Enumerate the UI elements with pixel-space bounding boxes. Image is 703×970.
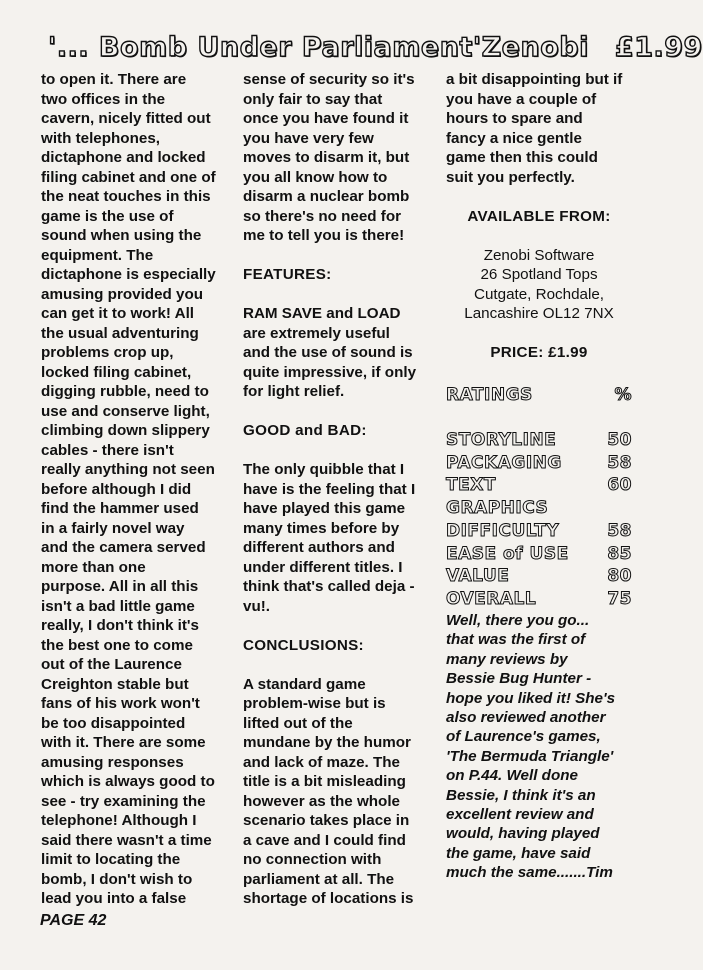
page-number: PAGE 42	[40, 912, 107, 929]
column-3-intro: a bit disappointing but if you have a couple of hours to spare and fancy a nice gentle game then this could suit you perfectly.	[446, 71, 623, 186]
page-header	[48, 30, 703, 64]
good-bad-heading: GOOD and BAD:	[243, 422, 367, 439]
rating-label: GRAPHICS	[446, 498, 549, 519]
rating-value: 75	[607, 588, 632, 609]
rating-row	[446, 520, 632, 543]
rating-row	[446, 475, 632, 498]
rating-value: 50	[607, 430, 632, 451]
header-price: £1.99	[614, 31, 703, 63]
features-heading: FEATURES:	[243, 266, 332, 283]
rating-row	[446, 543, 632, 566]
conclusions-text: A standard game problem-wise but is lifted out of the mundane by the humor and lack of maze. The title is a bit misleading however as the whole scenario takes place in a cave and I could find no connection with parliament at all. The shortage of locations is	[243, 675, 414, 907]
rating-label: EASE of USE	[446, 543, 569, 564]
editor-note: Well, there you go... that was the first of many reviews by Bessie Bug Hunter - hope you liked it! She's also reviewed another of Laurence's games, 'The Bermuda Triangle' on P.44. Well done Bessie, I think it's an excellent review and would, having played the game, have said much the same.......Tim	[446, 612, 616, 882]
rating-value: 60	[607, 475, 632, 496]
rating-value: 58	[607, 452, 632, 473]
ratings-header	[446, 386, 632, 406]
rating-row	[446, 430, 632, 453]
rating-label: OVERALL	[446, 588, 537, 609]
publisher-address: Zenobi Software 26 Spotland Tops Cutgate, Rochdale, Lancashire OL12 7NX	[464, 246, 614, 322]
column-1	[41, 70, 231, 909]
rating-row	[446, 588, 632, 611]
column-2-intro: sense of security so it's only fair to say that once you have found it you have very few moves to disarm it, but you all know how to disarm a nuclear bomb so there's no need for me to tell you is there!	[243, 71, 415, 244]
column-2	[243, 70, 423, 909]
available-heading: AVAILABLE FROM:	[467, 207, 611, 225]
rating-row	[446, 498, 632, 521]
price-line: PRICE: £1.99	[490, 344, 588, 361]
article-title: '... Bomb Under Parliament'	[48, 31, 482, 63]
rating-row	[446, 452, 632, 475]
ratings-label: RATINGS	[446, 385, 533, 405]
rating-label: VALUE	[446, 566, 510, 587]
ratings-unit: %	[614, 385, 632, 405]
header-right	[482, 32, 703, 63]
column-1-text: to open it. There are two offices in the cavern, nicely fitted out with telephones, dictaphone and locked filing cabinet and one of the neat touches in this game is the use of sound when using the equipment. The dictaphone is especially amusing provided you can get it to work! All the usual adventuring problems crop up, locked filing cabinet, digging rubble, need to use and conserve light, climbing down slippery cables - there isn't really anything not seen before although I did find the hammer used in a fairly novel way and the camera served more than one purpose. All in all this isn't a bad little game really, I don't think it's the best one to come out of the Laurence Creighton stable but fans of his work won't be too disappointed with it. There are some amusing responses which is always good to see - try examining the telephone! Although I said there wasn't a time limit to locating the bomb, I don't wish to lead you into a false	[41, 71, 216, 907]
publisher-name: Zenobi	[481, 31, 589, 63]
rating-value: 85	[607, 543, 632, 564]
rating-label: DIFFICULTY	[446, 520, 560, 541]
rating-label: PACKAGING	[446, 452, 562, 473]
rating-value: 80	[607, 566, 632, 587]
conclusions-heading: CONCLUSIONS:	[243, 636, 364, 654]
column-3	[446, 70, 632, 883]
good-bad-text: The only quibble that I have is the feeling that I have played this game many times before by different authors and under different titles. I think that's called deja - vu!.	[243, 461, 416, 615]
rating-label: STORYLINE	[446, 430, 557, 451]
features-text: RAM SAVE and LOAD are extremely useful and the use of sound is quite impressive, if only for light relief.	[243, 305, 417, 400]
rating-value: 58	[607, 520, 632, 541]
ratings-list	[446, 430, 632, 612]
rating-label: TEXT	[446, 475, 496, 496]
rating-row	[446, 566, 632, 589]
